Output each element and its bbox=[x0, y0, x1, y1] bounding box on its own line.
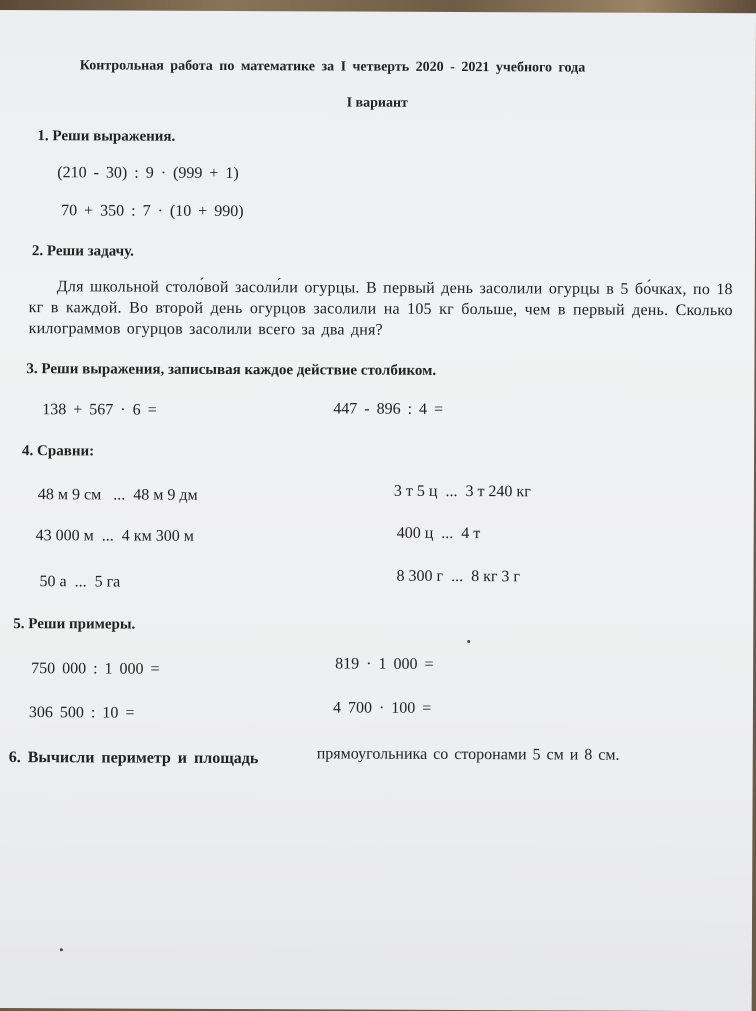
task5-right-2: 4 700 · 100 = bbox=[332, 699, 432, 717]
task1-expression-2: 70 + 350 : 7 · (10 + 990) bbox=[61, 202, 244, 221]
task6-text: прямоугольника со сторонами 5 см и 8 см. bbox=[316, 745, 620, 764]
paper-speck bbox=[467, 640, 470, 643]
task5-right-1: 819 · 1 000 = bbox=[335, 655, 434, 673]
task6-heading: 6. Вычисли периметр и площадь bbox=[8, 749, 259, 768]
compare-left-3: 50 а ... 5 га bbox=[39, 573, 121, 591]
task5-left-2: 306 500 : 10 = bbox=[28, 704, 135, 722]
task5-left-1: 750 000 : 1 000 = bbox=[31, 660, 160, 678]
compare-right-2: 400 ц ... 4 т bbox=[396, 524, 481, 543]
task2-heading: 2. Реши задачу. bbox=[31, 243, 134, 260]
compare-left-1: 48 м 9 см ... 48 м 9 дм bbox=[37, 486, 198, 504]
task3-expression-1: 138 + 567 · 6 = bbox=[42, 401, 157, 419]
task3-expression-2: 447 - 896 : 4 = bbox=[333, 400, 444, 418]
test-sheet bbox=[0, 10, 756, 1011]
task1-expression-1: (210 - 30) : 9 · (999 + 1) bbox=[57, 164, 239, 183]
task2-problem-text: Для школьной столо́вой засоли́ли огурцы. В первый день засолили огурцы в 5 бо́чках, по 18 кг в каждой. Во второй день огурцов засолили на 105 кг больше, чем в первый день. Сколько килограммов огурцов засолили всего за два дня? bbox=[28, 278, 733, 339]
compare-right-1: 3 т 5 ц ... 3 т 240 кг bbox=[393, 482, 531, 501]
variant-label: I вариант bbox=[346, 95, 408, 111]
task4-heading: 4. Сравни: bbox=[22, 443, 95, 460]
compare-left-2: 43 000 м ... 4 км 300 м bbox=[35, 527, 194, 545]
page-title: Контрольная работа по математике за I четверть 2020 - 2021 учебного года bbox=[79, 58, 586, 76]
paper-speck bbox=[60, 948, 63, 951]
task5-heading: 5. Реши примеры. bbox=[13, 616, 136, 633]
task1-heading: 1. Реши выражения. bbox=[37, 128, 176, 145]
task3-heading: 3. Реши выражения, записывая каждое действие столбиком. bbox=[26, 361, 437, 379]
compare-right-3: 8 300 г ... 8 кг 3 г bbox=[396, 567, 521, 586]
